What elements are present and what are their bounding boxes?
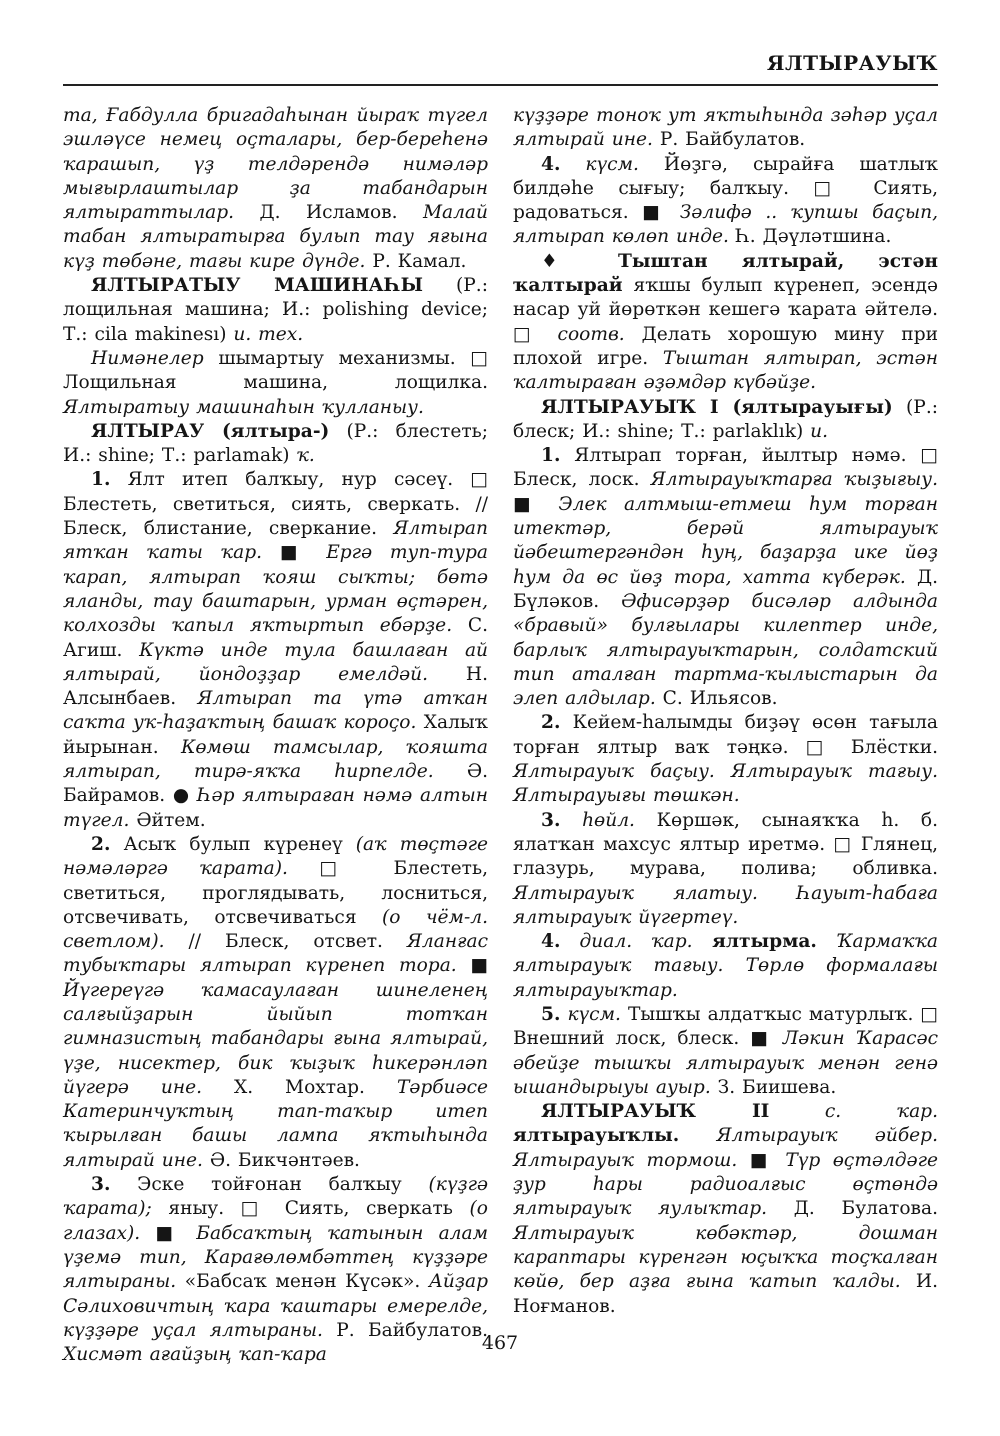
italic-run: (о глазах). — [63, 1198, 488, 1244]
italic-run: Ялтырап та үтә атҡан саҡта уҡ-һаҙаҡтың башаҡ короҫо. — [63, 688, 488, 734]
text-run: З. Биишева. — [710, 1076, 837, 1098]
text-run: Ә. Бикчәнтәев. — [202, 1149, 360, 1171]
italic-run: Тыштан ялтырап, эстән ҡалтыраған әҙәмдәр күбәйҙе. — [513, 347, 939, 394]
italic-run: Нимәнелер — [91, 347, 204, 369]
italic-run: күсм. — [560, 153, 639, 175]
text-run: Д. Бүләков. — [513, 566, 939, 612]
bold-run: ЯЛТЫРАУЫҠ I (ялтырауығы) — [541, 396, 893, 418]
dictionary-paragraph — [513, 250, 938, 396]
italic-run: и. — [810, 420, 829, 442]
bold-run: 4. — [541, 931, 561, 953]
italic-run: Һәр ялтыраған нәмә алтын түгел. — [63, 785, 488, 831]
text-run: ■ — [262, 542, 327, 564]
bold-run: ЯЛТЫРАТЫУ МАШИНАҺЫ — [91, 275, 423, 297]
text-run: // Блеск, отсвет. — [164, 931, 407, 953]
bold-run: 1. — [91, 469, 111, 491]
italic-run: Әфисәрҙәр бисәләр алдында «бравый» булғылары килептер инде, барлыҡ ялтырауыҡтарын, солдатский тип аталған тартма-ҡылыстарын да элеп алдылар. — [513, 590, 938, 710]
header-rule — [63, 84, 938, 86]
bold-run: 2. — [91, 833, 111, 855]
text-run: «Бабсаҡ менән Күсәк». — [176, 1271, 429, 1293]
italic-run: Тәрбиәсе Катеринчуҡтың тап-таҡыр итеп ҡырылған башы лампа яҡтыһында ялтырай ине. — [63, 1076, 488, 1171]
text-run: Делать хорошую мину при плохой игре. — [513, 323, 938, 369]
italic-run: Ергә туп-тура ҡарап, ялтырап ҡояш сыҡты; бөтә яланды, тау баштарын, урман өҫтәрен, колхозды ҡапыл яҡтыртып ебәрҙе. — [63, 542, 488, 637]
text-run: яныу. □ Сиять, сверкать — [151, 1198, 470, 1220]
italic-run: Ялтырауыҡ әйбер. Ялтырауыҡ тормош. — [513, 1125, 938, 1171]
text-run: ■ — [140, 1222, 197, 1244]
guide-word: ЯЛТЫРАУЫҠ — [766, 51, 938, 75]
dictionary-paragraph — [513, 1100, 938, 1319]
italic-run: күсм. — [560, 1003, 621, 1025]
running-head — [63, 50, 938, 86]
italic-run: (о чём-л. светлом). — [63, 906, 488, 953]
italic-run: Йүгереүгә ҡамасаулаған шинеленең салғыйҙарын йыйып тотҡан гимназистың табандары ғына ялтырай, үҙе, нисектер, бик ҡыҙыҡ һикерәнләп йүгерә ине. — [63, 979, 488, 1098]
italic-run: Хисмәт ағайҙың ҡап-ҡара — [63, 1344, 327, 1366]
text-columns — [63, 104, 938, 1367]
text-run: ■ — [737, 1149, 786, 1171]
dictionary-paragraph — [513, 809, 938, 930]
text-run: Ялтырап торған, йылтыр нәмә. □ Блеск, лоск. — [513, 445, 938, 491]
bold-run: 4. — [541, 153, 561, 175]
bold-run: Тыштан ялтырай, эстән ҡалтырай — [513, 250, 938, 297]
dictionary-paragraph — [63, 274, 488, 347]
text-run: Көршәк, сынаяҡҡа һ. б. ялатҡан махсус ялтыр иретмә. □ Глянец, глазурь, мурава, полива; обливка. — [513, 809, 938, 880]
page-footer — [0, 1332, 1000, 1354]
text-run: Д. Исламов. — [234, 202, 423, 224]
dictionary-paragraph — [513, 153, 938, 250]
dictionary-paragraph — [63, 833, 488, 1173]
dictionary-paragraph — [63, 104, 488, 274]
italic-run: Ялтырауыҡ көбәктәр, дошман караптары күренгән юҫыҡҡа тоҫҡалған көйө, бер аҙға ғына ҡатып ҡалды. — [513, 1222, 938, 1293]
dictionary-paragraph — [513, 1003, 938, 1100]
text-run: шымартыу механизмы. □ Лощильная машина, лощилка. — [63, 347, 488, 394]
dictionary-paragraph — [63, 468, 488, 832]
dictionary-paragraph — [513, 396, 938, 445]
dictionary-paragraph — [513, 930, 938, 1003]
italic-run: диал. ҡар. — [560, 931, 693, 953]
text-run: Асыҡ булып күренеү — [110, 833, 356, 855]
text-run: яҡшы булып күренеп, эсендә насар уй йөрөткән кешегә ҡарата әйтелә. □ — [513, 275, 938, 345]
text-run: (Р.: блестеть; И.: shine; Т.: parlamak) — [63, 420, 489, 467]
bold-run: ялтырма. — [692, 931, 817, 953]
text-run: ♦ — [541, 250, 619, 272]
italic-run: Ялтырауыҡ ялатыу. Һауыт-һабаға ялтырауыҡ йүгертеү. — [513, 882, 938, 928]
text-run: Һ. Дәүләтшина. — [728, 226, 892, 248]
bold-run: ялтырауыҡлы. — [513, 1125, 680, 1147]
italic-run: Малай табан ялтыратырға булып тау яғына күҙ төбәне, тағы кире дүнде. — [63, 202, 488, 272]
dictionary-paragraph — [63, 347, 488, 420]
text-run: С. Ильясов. — [655, 688, 778, 710]
italic-run: Зәлифә .. ҡупшы баҫып, ялтырап көлөп инде. — [513, 202, 938, 248]
italic-run: Яланғас тубыҡтары ялтырап күренеп тора. — [63, 931, 488, 977]
text-run: И. Ноғманов. — [513, 1271, 938, 1317]
text-run: Йөҙгә, сырайға шатлыҡ билдәһе сығыу; балҡыу. □ Сиять, радоваться. ■ — [513, 153, 938, 224]
bold-run: 5. — [541, 1003, 561, 1025]
page-number: 467 — [481, 1332, 519, 1354]
text-run: Әйтем. — [129, 809, 206, 831]
left-column — [63, 104, 488, 1367]
bold-run: 1. — [541, 445, 561, 467]
text-run: Кейем-һалымды биҙәү өсөн тағыла торған ялтыр ваҡ тәңкә. □ Блёстки. — [513, 712, 938, 758]
italic-run: Ялтырап ятҡан ҡаты ҡар. — [63, 518, 488, 564]
italic-run: күҙҙәре тоноҡ ут яҡтыһында зәһәр уҫал ялтырай ине. — [513, 105, 938, 151]
dictionary-paragraph — [513, 711, 938, 808]
text-run: Эске тойғонан балҡыу — [110, 1174, 429, 1196]
text-run: (Р.: лощильная машина; И.: polishing device; Т.: cila makinesı) — [63, 275, 488, 345]
italic-run: та, Ғабдулла бригадаһынан йыраҡ түгел эшләүсе немец оҫталары, бер-береһенә ҡарашып, үҙ телдәрендә нимәләр мығырлаштылар ҙа табандарын ялтыраттылар. — [63, 105, 488, 224]
italic-run: Ялтыратыу машинаһын ҡулланыу. — [63, 396, 424, 418]
text-run: Р. Байбулатов. — [322, 1319, 488, 1341]
italic-run: Айҙар Сәлиховичтың ҡара ҡаштары емерелде, күҙҙәре уҫал ялтыраны. — [63, 1271, 488, 1341]
text-run: ■ — [513, 493, 559, 515]
text-run: Тышҡы алдатҡыс матурлыҡ. □ Внешний лоск, блеск. ■ — [513, 1003, 939, 1050]
bold-run: 2. — [541, 712, 561, 734]
text-run: Д. Булатова. — [767, 1198, 938, 1220]
right-column — [513, 104, 938, 1367]
text-run: (Р.: блеск; И.: shine; Т.: parlaklık) — [513, 396, 938, 442]
italic-run: Көмөш тамсылар, ҡояшта ялтырап, тирә-яҡҡа һирпелде. — [63, 736, 488, 783]
italic-run: Ләкин Ҡарасәс әбейҙе тышҡы ялтырауыҡ менән генә ышандырыуы ауыр. — [513, 1028, 938, 1098]
italic-run: и. тех. — [233, 323, 304, 345]
bold-run: 3. — [541, 809, 561, 831]
italic-run: Бабсаҡтың ҡатынын алам үҙемә тип, Карағөлөмбәттең күҙҙәре ялтыраны. — [63, 1222, 489, 1293]
italic-run: Ялтырауыҡ баҫыу. Ялтырауыҡ тағыу. Ялтырауығы төшкән. — [513, 761, 938, 807]
italic-run: Ялтырауыҡтарға ҡыҙығыу. — [650, 469, 938, 491]
bold-run: 3. — [91, 1174, 111, 1196]
text-run: Ялт итеп балҡыу, нур сәсеү. □ Блестеть, светиться, сиять, сверкать. // Блеск, блистание, сверкание. — [63, 469, 488, 540]
italic-run: Күктә инде тула башлаған ай ялтырай, йондоҙҙар емелдәй. — [63, 639, 489, 685]
text-run: □ Блестеть, светиться, проглядывать, лосниться, отсвечивать, отсвечиваться — [63, 858, 488, 928]
dictionary-paragraph — [513, 444, 938, 711]
text-run: Х. Мохтар. — [202, 1076, 397, 1098]
italic-run: Ҡармаҡҡа ялтырауыҡ тағыу. Төрлө формалағы ялтырауыҡтар. — [513, 931, 938, 1001]
text-run: ■ — [456, 955, 488, 977]
text-run: Р. Камал. — [365, 250, 467, 272]
text-run: С. Агиш. — [63, 615, 488, 661]
text-run: Халыҡ йырынан. — [63, 712, 489, 758]
text-run: Ә. Байрамов. ● — [63, 761, 488, 807]
italic-run: Элек алтмыш-етмеш һум торған итектәр, берәй ялтырауыҡ йәбештергәндән һуң, баҙарҙа ике йөҙ һум да өс йөҙ тора, хатта күберәк. — [513, 493, 938, 588]
text-run: Р. Байбулатов. — [652, 129, 806, 151]
italic-run: соотв. — [557, 323, 625, 345]
italic-run: (аҡ төҫтәге нәмәләргә ҡарата). — [63, 833, 488, 880]
bold-run: ЯЛТЫРАУ (ялтыра-) — [91, 420, 330, 442]
italic-run: ҡ. — [296, 445, 315, 467]
bold-run: ЯЛТЫРАУЫҠ II — [541, 1101, 770, 1123]
dictionary-paragraph — [513, 104, 938, 153]
italic-run: (күҙгә ҡарата); — [63, 1174, 488, 1220]
italic-run: Түр өҫтәлдәге ҙур һары радиоалғыс өҫтөндә ялтырауыҡ яулыҡтар. — [513, 1149, 938, 1220]
italic-run: с. ҡар. — [769, 1101, 938, 1123]
dictionary-paragraph — [63, 420, 488, 469]
text-run: Н. Алсынбаев. — [63, 663, 488, 710]
italic-run: һөйл. — [560, 809, 635, 831]
